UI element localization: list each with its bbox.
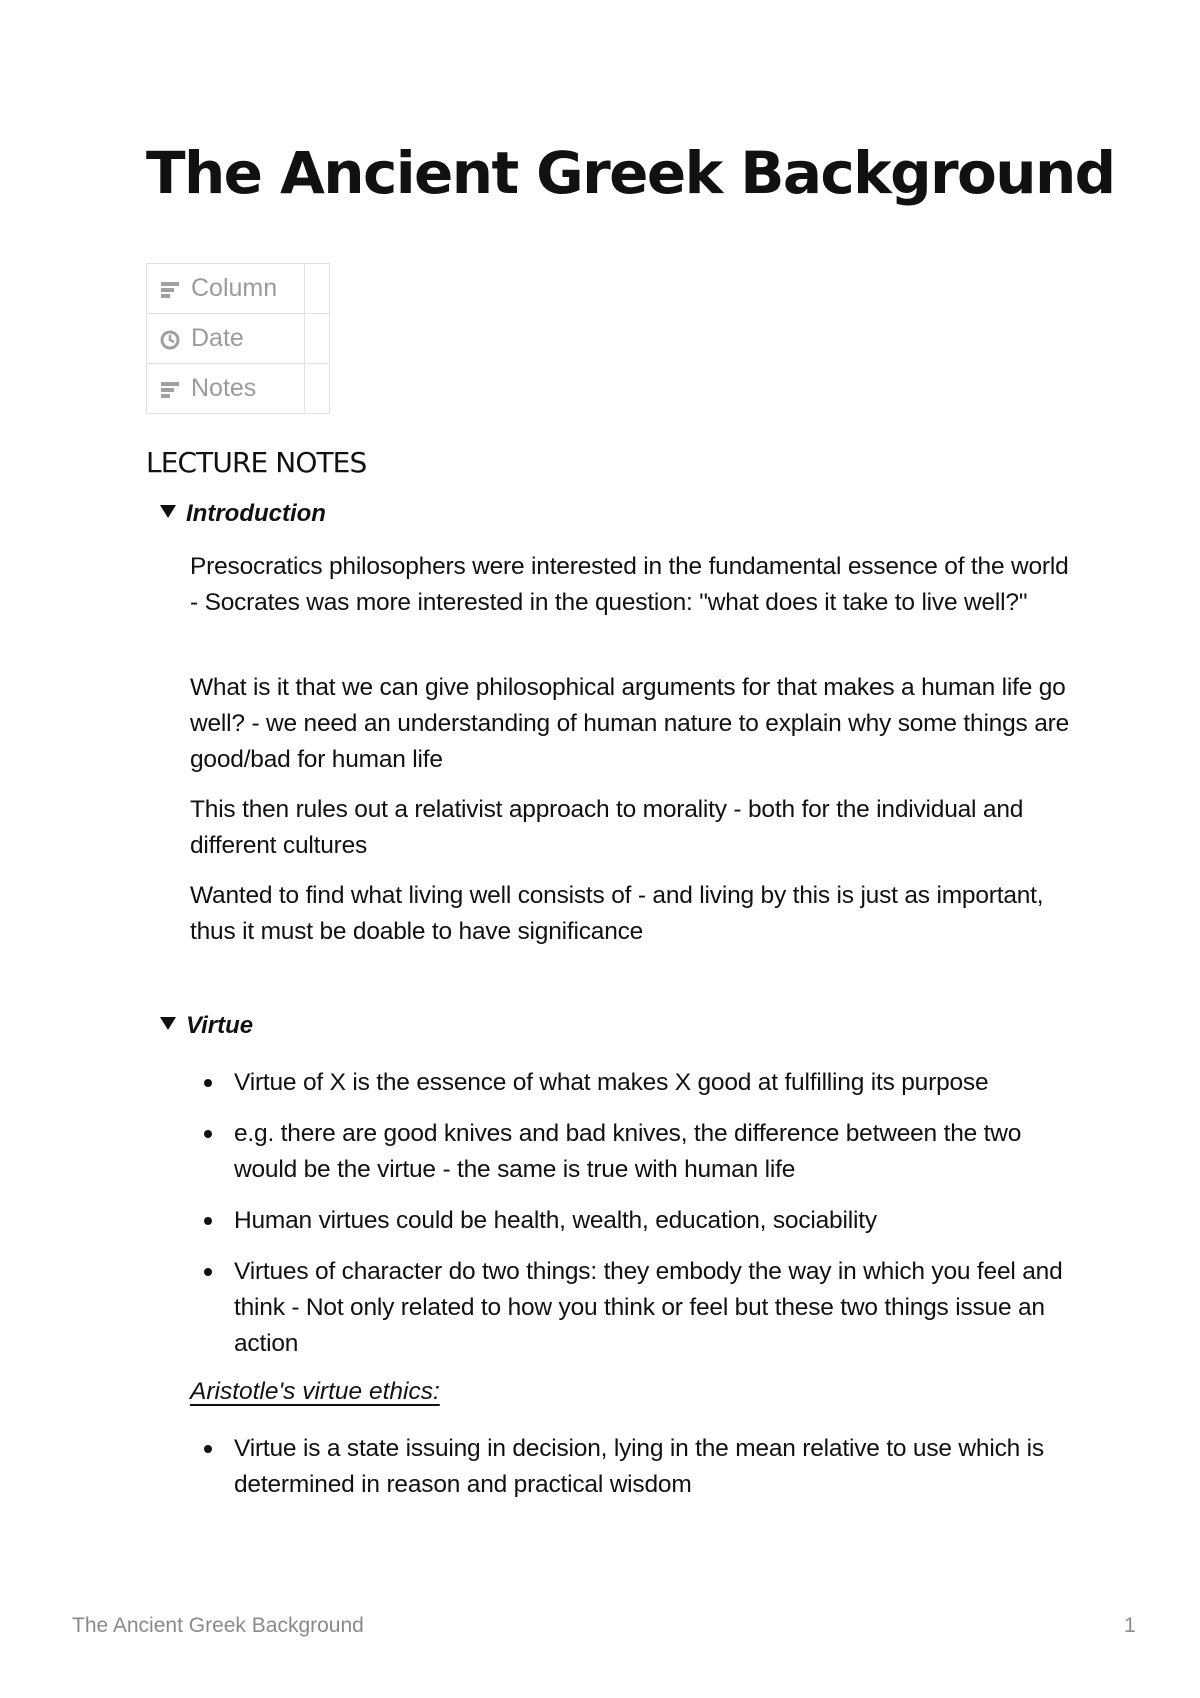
toggle-introduction[interactable] xyxy=(160,500,326,528)
property-name-cell[interactable] xyxy=(147,364,305,414)
toggle-triangle-icon[interactable] xyxy=(160,1017,176,1030)
property-label: Column xyxy=(191,274,278,302)
paragraph: Wanted to find what living well consists of - and living by this is just as important, thus it must be doable to have significance xyxy=(190,882,1044,945)
bullet-icon xyxy=(204,1079,212,1087)
list-item xyxy=(190,1254,1070,1362)
property-value-cell[interactable] xyxy=(305,364,330,414)
bullet-icon xyxy=(204,1217,212,1225)
list-item-text: Human virtues could be health, wealth, education, sociability xyxy=(234,1207,877,1234)
property-label: Notes xyxy=(191,374,257,402)
paragraph: This then rules out a relativist approach to morality - both for the individual and different cultures xyxy=(190,796,1024,859)
date-property-icon xyxy=(159,328,181,350)
property-name-cell[interactable] xyxy=(147,314,305,364)
virtue-bullet-list xyxy=(190,1065,1070,1377)
properties-table xyxy=(146,263,330,414)
list-item xyxy=(190,1065,1070,1101)
property-row xyxy=(147,314,330,364)
toggle-label: Introduction xyxy=(186,500,326,527)
lecture-notes-heading: LECTURE NOTES xyxy=(146,446,367,479)
bullet-icon xyxy=(204,1268,212,1276)
property-label: Date xyxy=(191,324,244,352)
property-value-cell[interactable] xyxy=(305,264,330,314)
aristotle-bullet-list xyxy=(190,1431,1070,1518)
list-item xyxy=(190,1116,1070,1188)
property-row xyxy=(147,364,330,414)
list-item-text: Virtues of character do two things: they embody the way in which you feel and think - Not only related to how you think or feel but these two things issue an action xyxy=(234,1258,1063,1357)
text-property-icon xyxy=(159,378,181,400)
list-item-text: Virtue is a state issuing in decision, lying in the mean relative to use which is determined in reason and practical wisdom xyxy=(234,1435,1044,1498)
bullet-icon xyxy=(204,1445,212,1453)
paragraph: Presocratics philosophers were interested in the fundamental essence of the world - Socrates was more interested in the question: "what does it take to live well?" xyxy=(190,553,1069,616)
property-row xyxy=(147,264,330,314)
property-value-cell[interactable] xyxy=(305,314,330,364)
toggle-label: Virtue xyxy=(186,1012,254,1039)
paragraph: What is it that we can give philosophical arguments for that makes a human life go well? - we need an understanding of human nature to explain why some things are good/bad for human life xyxy=(190,674,1070,773)
list-item-text: e.g. there are good knives and bad knives, the difference between the two would be the virtue - the same is true with human life xyxy=(234,1120,1022,1183)
text-property-icon xyxy=(159,278,181,300)
list-item xyxy=(190,1203,1070,1239)
property-name-cell[interactable] xyxy=(147,264,305,314)
toggle-virtue[interactable] xyxy=(160,1012,253,1040)
aristotle-subheading: Aristotle's virtue ethics: xyxy=(190,1378,440,1405)
list-item-text: Virtue of X is the essence of what makes X good at fulfilling its purpose xyxy=(234,1069,989,1096)
bullet-icon xyxy=(204,1130,212,1138)
footer-title: The Ancient Greek Background xyxy=(72,1614,364,1637)
page-title: The Ancient Greek Background xyxy=(146,139,1115,207)
footer-page-number: 1 xyxy=(1124,1614,1136,1637)
list-item xyxy=(190,1431,1070,1503)
toggle-triangle-icon[interactable] xyxy=(160,505,176,518)
